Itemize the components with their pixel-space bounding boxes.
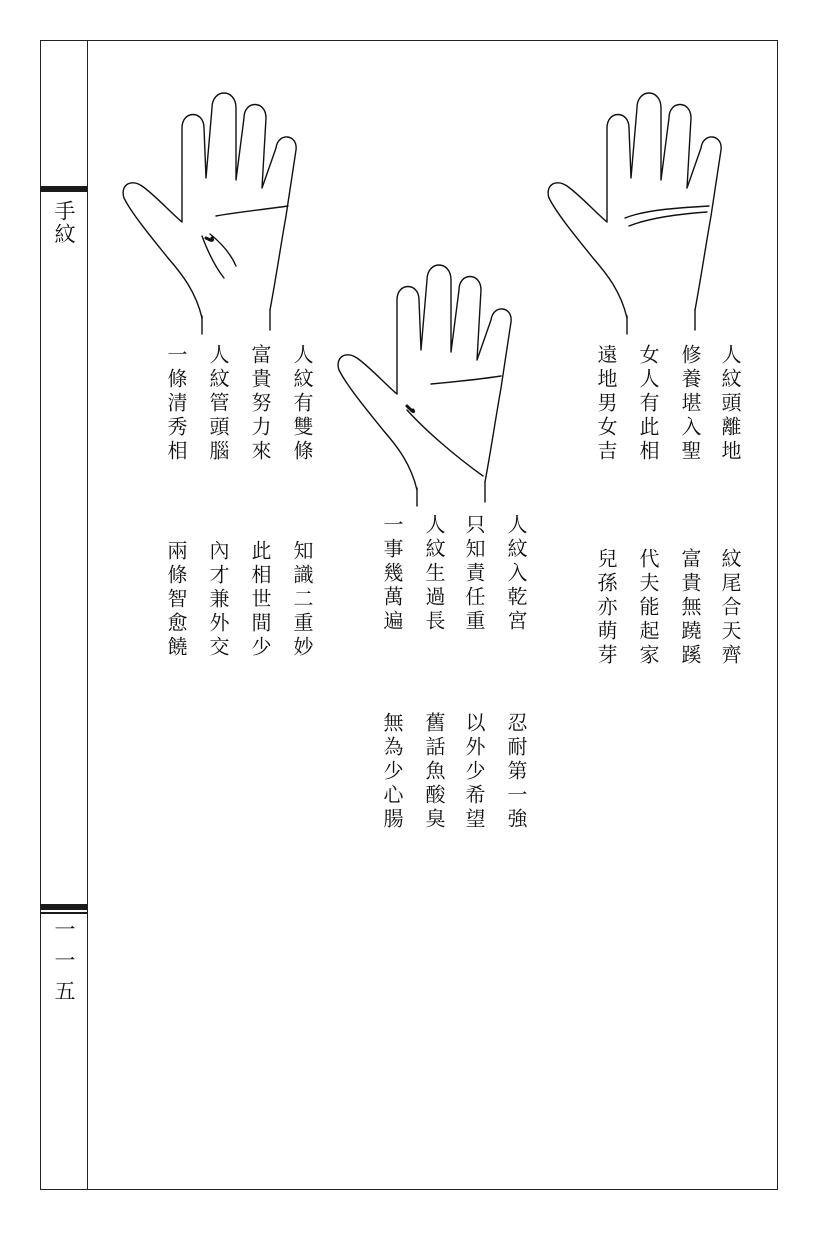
running-title: 手紋: [52, 200, 76, 246]
poem-line: 以外少希望: [462, 712, 486, 832]
poem-line: 舊話魚酸臭: [422, 712, 446, 832]
poem-line: 紋尾合天齊: [718, 548, 742, 668]
palm-diagram-icon: [120, 88, 320, 336]
poem-line: 知識二重妙: [290, 540, 314, 660]
poem-line: 修養堪入聖: [678, 344, 702, 464]
lower-margin-band: [40, 904, 87, 910]
poem-line: 無為少心腸: [380, 712, 404, 832]
poem-line: 人紋頭離地: [718, 344, 742, 464]
palm-diagram-icon: [545, 88, 745, 336]
poem-line: 人紋入乾宮: [504, 514, 528, 634]
poem-line: 富貴努力來: [248, 344, 272, 464]
page-number: 一一五: [52, 918, 76, 1011]
margin-rule: [87, 40, 88, 1190]
poem-line: 代夫能起家: [636, 548, 660, 668]
poem-line: 忍耐第一強: [504, 712, 528, 832]
poem-line: 此相世間少: [248, 540, 272, 660]
poem-line: 富貴無蹺蹊: [678, 548, 702, 668]
poem-line: 兒孫亦萌芽: [594, 548, 618, 668]
poem-line: 女人有此相: [636, 344, 660, 464]
poem-line: 一事幾萬遍: [380, 514, 404, 634]
palm-diagram-icon: [335, 260, 535, 508]
poem-line: 人紋生過長: [422, 514, 446, 634]
poem-line: 內才兼外交: [206, 540, 230, 660]
poem-line: 遠地男女吉: [594, 344, 618, 464]
lower-margin-band-thin: [40, 912, 87, 914]
poem-line: 人紋有雙條: [290, 344, 314, 464]
poem-line: 只知責任重: [462, 514, 486, 634]
upper-margin-band: [40, 186, 87, 192]
poem-line: 一條清秀相: [164, 344, 188, 464]
poem-line: 人紋管頭腦: [206, 344, 230, 464]
poem-line: 兩條智愈饒: [164, 540, 188, 660]
